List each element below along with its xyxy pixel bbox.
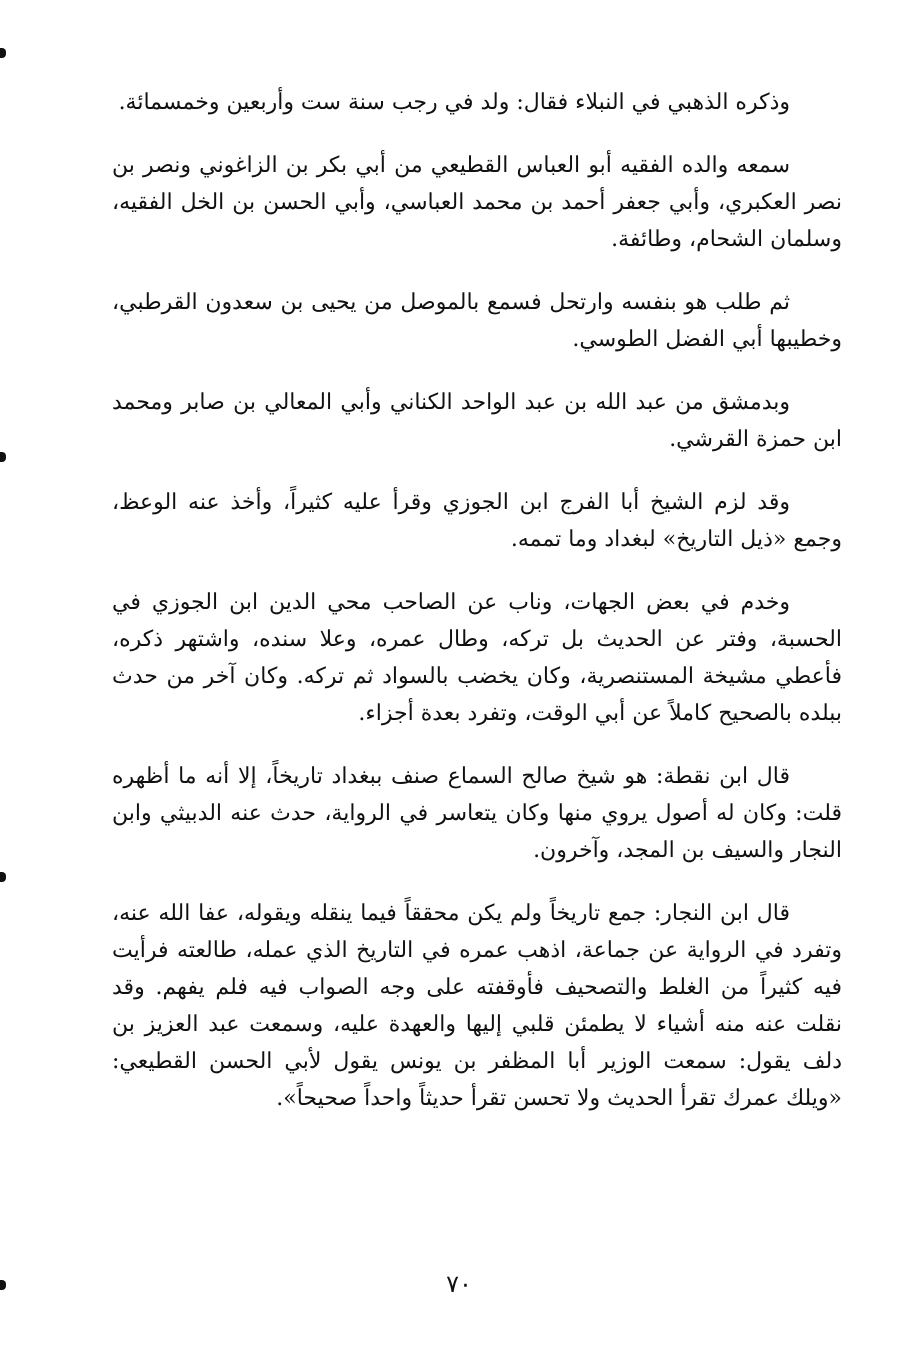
paragraph-2: سمعه والده الفقيه أبو العباس القطيعي من أبي بكر بن الزاغوني ونصر بن نصر العكبري، وأبي جعفر أحمد بن محمد العباسي، وأبي الحسن بن الخل الفقيه، وسلمان الشحام، وطائفة. — [112, 153, 842, 252]
scan-edge-mark — [0, 48, 6, 58]
paragraph-7: قال ابن نقطة: هو شيخ صالح السماع صنف ببغداد تاريخاً، إلا أنه ما أظهره قلت: وكان له أصول يروي منها وكان يتعاسر في الرواية، حدث عنه الدبيثي وابن النجار والسيف بن المجد، وآخرون. — [112, 764, 842, 863]
paragraph-8: قال ابن النجار: جمع تاريخاً ولم يكن محققاً فيما ينقله ويقوله، عفا الله عنه، وتفرد في الرواية عن جماعة، اذهب عمره في التاريخ الذي عمله، طالعته فرأيت فيه كثيراً من الغلط والتصحيف فأوقفته على وجه الصواب فيه فلم يفهم. وقد نقلت عنه منه أشياء لا يطمئن قلبي إليها والعهدة عليه، وسمعت عبد العزيز بن دلف يقول: سمعت الوزير أبا المظفر بن يونس يقول لأبي الحسن القطيعي: «ويلك عمرك تقرأ الحديث ولا تحسن تقرأ حديثاً واحداً صحيحاً». — [112, 901, 843, 1111]
scan-edge-mark — [0, 872, 6, 882]
page-body — [112, 84, 842, 1117]
paragraph-3: ثم طلب هو بنفسه وارتحل فسمع بالموصل من يحيى بن سعدون القرطبي، وخطيبها أبي الفضل الطوسي. — [112, 290, 842, 352]
scan-edge-mark — [0, 1280, 6, 1290]
paragraph-6: وخدم في بعض الجهات، وناب عن الصاحب محي الدين ابن الجوزي في الحسبة، وفتر عن الحديث بل تركه، وطال عمره، وعلا سنده، واشتهر ذكره، فأعطي مشيخة المستنصرية، وكان يخضب بالسواد ثم تركه. وكان آخر من حدث ببلده بالصحيح كاملاً عن أبي الوقت، وتفرد بعدة أجزاء. — [112, 590, 843, 726]
scan-edge-mark — [0, 452, 6, 462]
paragraph-5: وقد لزم الشيخ أبا الفرج ابن الجوزي وقرأ عليه كثيراً، وأخذ عنه الوعظ، وجمع «ذيل التاريخ» لبغداد وما تممه. — [112, 490, 842, 552]
page-number: ٧٠ — [446, 1270, 472, 1298]
paragraph-4: وبدمشق من عبد الله بن عبد الواحد الكناني وأبي المعالي بن صابر ومحمد ابن حمزة القرشي. — [112, 390, 842, 452]
paragraph-1: وذكره الذهبي في النبلاء فقال: ولد في رجب سنة ست وأربعين وخمسمائة. — [118, 90, 790, 115]
